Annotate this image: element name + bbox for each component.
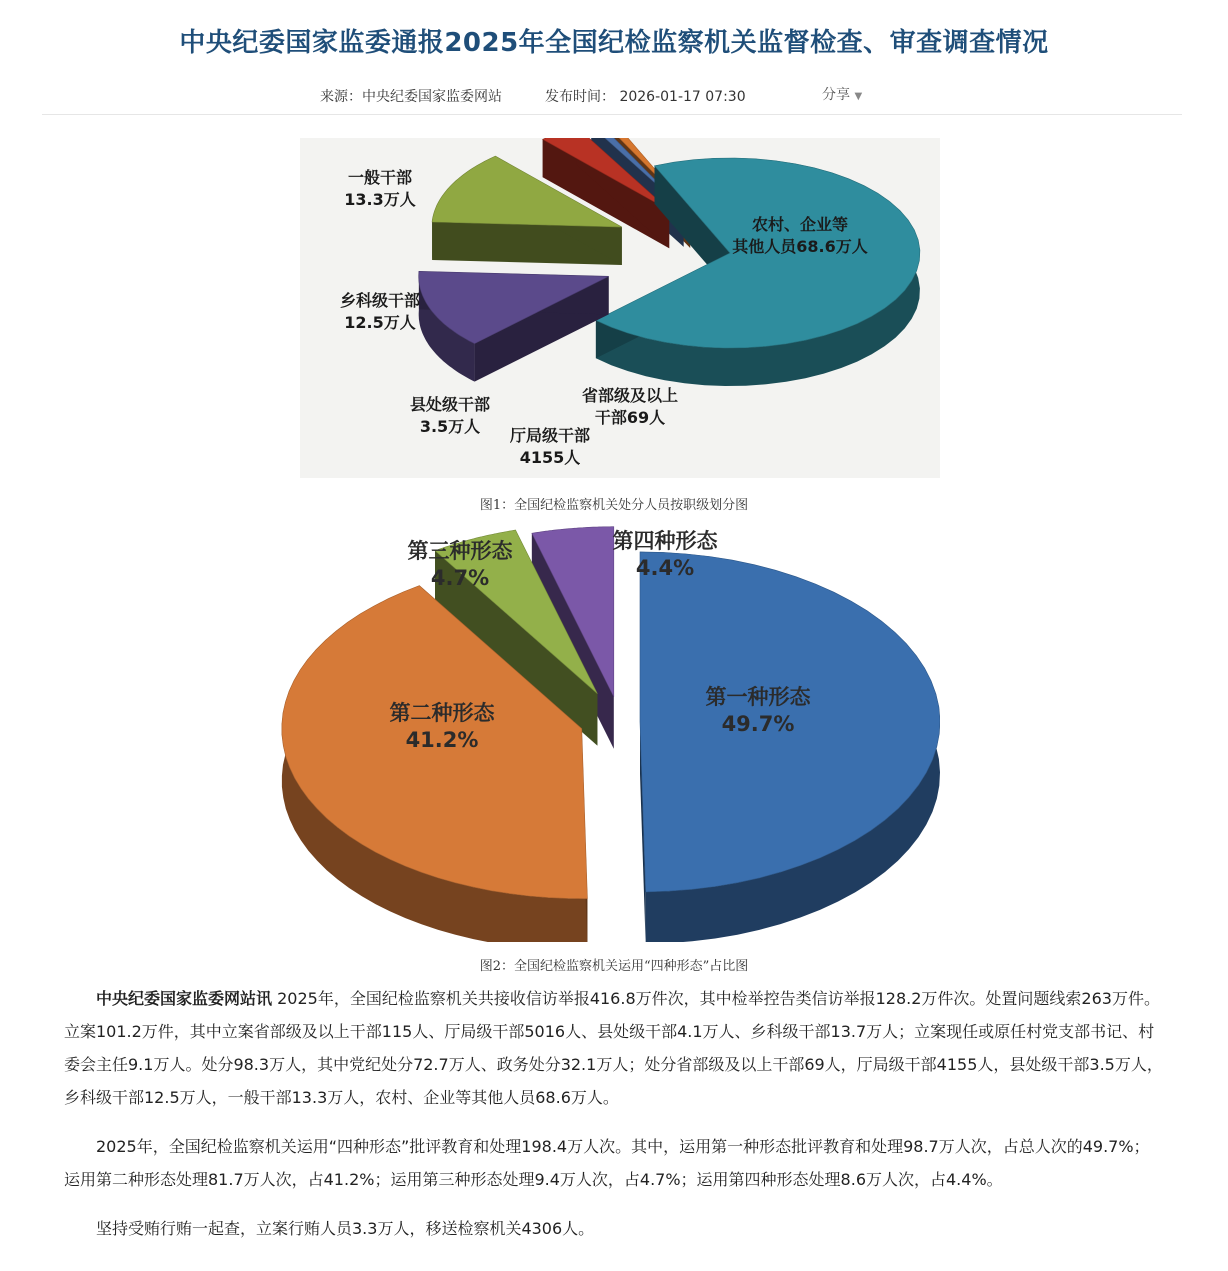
figure1-label-3-line-1: 乡科级干部 xyxy=(339,291,421,310)
figure1-label-2-line-1: 农村、企业等 xyxy=(751,215,849,234)
figure1-label-6-line-2: 4155人 xyxy=(519,448,581,467)
chevron-down-icon: ▼ xyxy=(854,91,863,102)
figure1-caption: 图1：全国纪检监察机关处分人员按职级划分图 xyxy=(479,498,749,513)
figure1-label-6-line-1: 厅局级干部 xyxy=(509,426,591,445)
figure1-label-1-line-1: 一般干部 xyxy=(347,168,413,187)
share-button[interactable] xyxy=(822,84,862,104)
share-label: 分享 xyxy=(822,87,850,103)
figure2-label-1-line-2: 4.7% xyxy=(430,566,490,590)
article-publish-time: 发布时间： 2026-01-17 07:30 xyxy=(545,89,746,105)
article-title: 中央纪委国家监委通报2025年全国纪检监察机关监督检查、审查调查情况 xyxy=(179,28,1049,58)
paragraph-lead: 中央纪委国家监委网站讯 xyxy=(96,989,273,1008)
figure2-label-3-line-2: 41.2% xyxy=(405,728,479,752)
body-paragraph-2: 2025年，全国纪检监察机关运用“四种形态”批评教育和处理198.4万人次。其中，运用第一种形态批评教育和处理98.7万人次，占总人次的49.7%；运用第二种形态处理81.7万人次，占41.2%；运用第三种形态处理9.4万人次，占4.7%；运用第四种形态处理8.6万人次，占4.4%。 xyxy=(64,1137,1150,1189)
figure1-label-5-line-2: 干部69人 xyxy=(594,408,666,427)
figure2-label-4-line-2: 49.7% xyxy=(721,712,795,736)
figure1-label-5-line-1: 省部级及以上 xyxy=(581,386,679,405)
paragraph-1-text: 2025年，全国纪检监察机关共接收信访举报416.8万件次，其中检举控告类信访举报128.2万件次。处置问题线索263万件。立案101.2万件，其中立案省部级及以上干部115人、厅局级干部5016人、县处级干部4.1万人、乡科级干部13.7万人；立案现任或原任村党支部书记、村委会主任9.1万人。处分98.3万人，其中党纪处分72.7万人、政务处分32.1万人；处分省部级及以上干部69人，厅局级干部4155人，县处级干部3.5万人，乡科级干部12.5万人，一般干部13.3万人，农村、企业等其他人员68.6万人。 xyxy=(64,989,1163,1107)
figure1-label-2-line-2: 其他人员68.6万人 xyxy=(732,237,868,256)
header-divider xyxy=(42,114,1182,115)
figure2-caption: 图2：全国纪检监察机关运用“四种形态”占比图 xyxy=(479,959,749,974)
figure1-label-1-line-2: 13.3万人 xyxy=(344,190,416,209)
figure2-label-4-line-1: 第一种形态 xyxy=(705,685,811,709)
figure2-label-2-line-1: 第四种形态 xyxy=(612,529,718,553)
body-paragraph-3: 坚持受贿行贿一起查，立案行贿人员3.3万人，移送检察机关4306人。 xyxy=(96,1219,595,1238)
article-source: 来源：中央纪委国家监委网站 xyxy=(320,89,502,105)
body-paragraph-1 xyxy=(64,982,1164,1114)
figure1-label-4-line-1: 县处级干部 xyxy=(409,395,491,414)
figure1-pie-chart xyxy=(300,138,940,478)
figure2-label-1-line-1: 第三种形态 xyxy=(407,539,513,563)
figure2-slice-1 xyxy=(640,552,940,942)
figure1-label-3-line-2: 12.5万人 xyxy=(344,313,416,332)
figure2-label-3-line-1: 第二种形态 xyxy=(389,701,495,725)
figure2-label-2-line-2: 4.4% xyxy=(635,556,695,580)
figure1-label-4-line-2: 3.5万人 xyxy=(419,417,481,436)
figure2-pie-chart xyxy=(280,522,940,942)
